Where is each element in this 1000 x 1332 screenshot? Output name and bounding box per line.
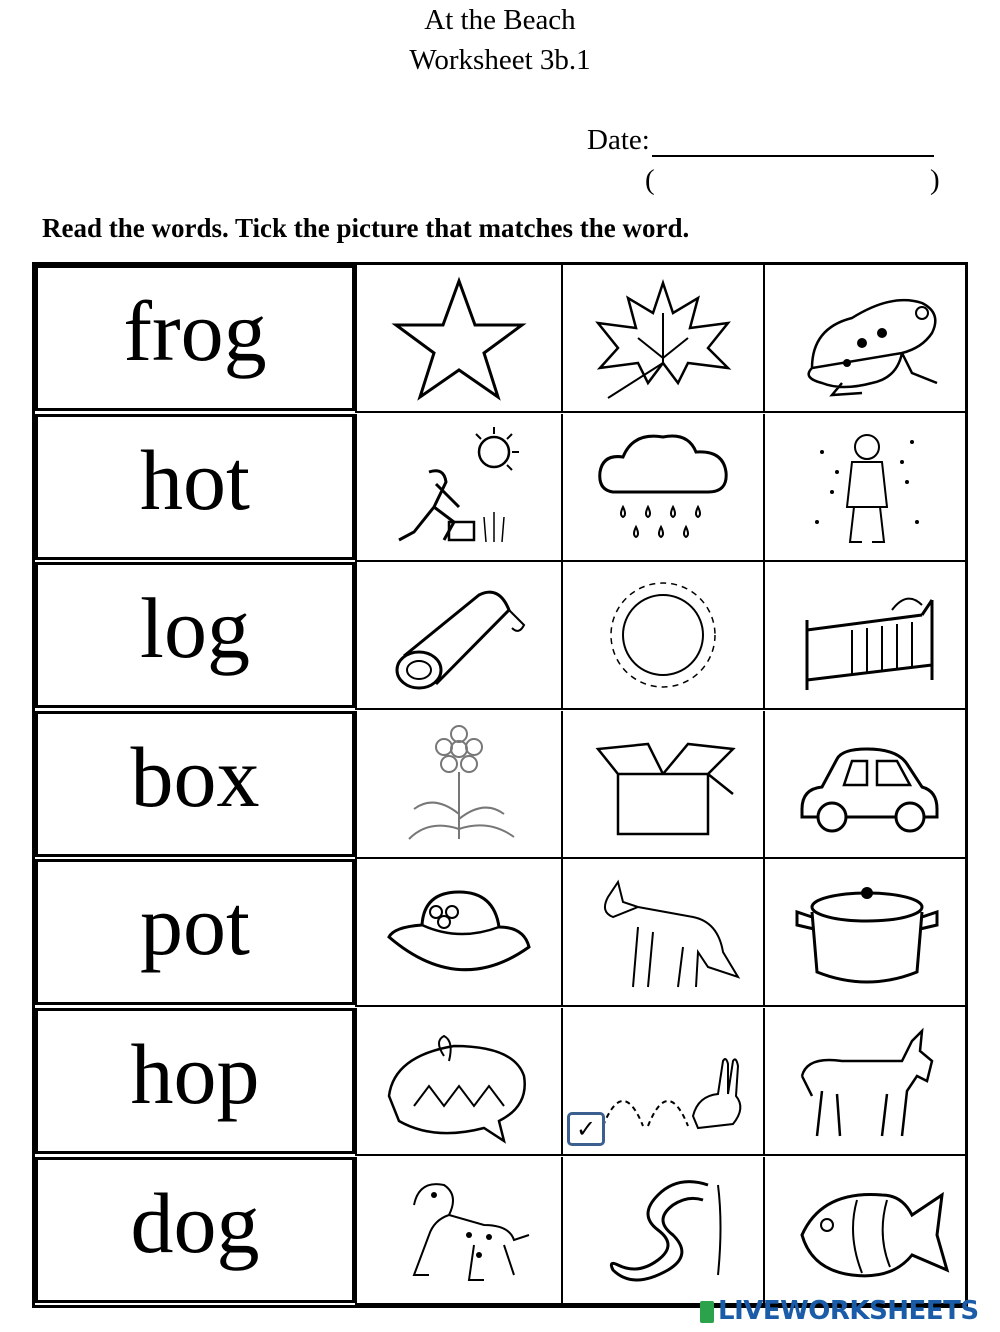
date-field <box>587 124 934 157</box>
worksheet-title: At the Beach <box>424 4 576 36</box>
table-row <box>35 1008 965 1156</box>
fish-icon <box>782 1165 952 1295</box>
word-cell: hop <box>35 1008 355 1154</box>
table-row <box>35 414 965 562</box>
table-row <box>35 1157 965 1305</box>
picture-cell[interactable] <box>763 265 968 413</box>
picture-cell[interactable] <box>763 1008 968 1156</box>
goat-icon <box>782 1016 952 1146</box>
picture-cell[interactable] <box>355 562 561 710</box>
logo-mark-icon <box>700 1301 714 1323</box>
picture-cell[interactable] <box>561 414 763 562</box>
table-row <box>35 859 965 1007</box>
picture-cell[interactable] <box>561 265 763 413</box>
picture-cell[interactable] <box>763 711 968 859</box>
crib-icon <box>782 570 952 700</box>
picture-cell[interactable] <box>763 859 968 1007</box>
picture-cell[interactable] <box>355 859 561 1007</box>
log-icon <box>374 570 544 700</box>
hat-icon <box>374 867 544 997</box>
picture-cell[interactable] <box>561 859 763 1007</box>
liveworksheets-logo <box>700 1296 979 1326</box>
picture-cell[interactable] <box>561 711 763 859</box>
paren-open: ( <box>645 164 655 196</box>
picture-cell[interactable] <box>561 1008 763 1156</box>
fox-icon <box>578 867 748 997</box>
instruction: Read the words. Tick the picture that matches the word. <box>42 213 690 243</box>
picture-cell[interactable] <box>355 1008 561 1156</box>
paren-close: ) <box>930 164 940 196</box>
picture-cell[interactable] <box>763 562 968 710</box>
rain-cloud-icon <box>578 422 748 552</box>
cold-snow-person-icon <box>782 422 952 552</box>
word-cell: log <box>35 562 355 708</box>
date-line[interactable] <box>652 127 934 157</box>
table-row <box>35 562 965 710</box>
frog-icon <box>782 273 952 403</box>
car-icon <box>782 719 952 849</box>
picture-cell[interactable] <box>355 414 561 562</box>
spinning-top-icon <box>374 1016 544 1146</box>
word-cell: box <box>35 711 355 857</box>
picture-cell[interactable] <box>355 1157 561 1305</box>
sun-icon <box>578 570 748 700</box>
tick-checkbox[interactable]: ✓ <box>567 1112 605 1146</box>
dalmatian-dog-icon <box>374 1165 544 1295</box>
cooking-pot-icon <box>782 867 952 997</box>
picture-cell[interactable] <box>561 562 763 710</box>
snake-icon <box>578 1165 748 1295</box>
picture-cell[interactable] <box>355 265 561 413</box>
word-cell: pot <box>35 859 355 1005</box>
worksheet-grid <box>32 262 968 1308</box>
word-cell: hot <box>35 414 355 560</box>
date-label: Date: <box>587 124 650 156</box>
logo-text: LIVEWORKSHEETS <box>718 1296 979 1326</box>
flower-icon <box>374 719 544 849</box>
word-cell: frog <box>35 265 355 411</box>
picture-cell[interactable] <box>355 711 561 859</box>
picture-cell[interactable] <box>763 414 968 562</box>
star-icon <box>374 273 544 403</box>
picture-cell[interactable] <box>763 1157 968 1305</box>
table-row <box>35 265 965 413</box>
word-cell: dog <box>35 1157 355 1303</box>
worksheet-subtitle: Worksheet 3b.1 <box>409 44 591 76</box>
open-box-icon <box>578 719 748 849</box>
hot-sun-person-icon <box>374 422 544 552</box>
maple-leaf-icon <box>578 273 748 403</box>
table-row <box>35 711 965 859</box>
picture-cell[interactable] <box>561 1157 763 1305</box>
